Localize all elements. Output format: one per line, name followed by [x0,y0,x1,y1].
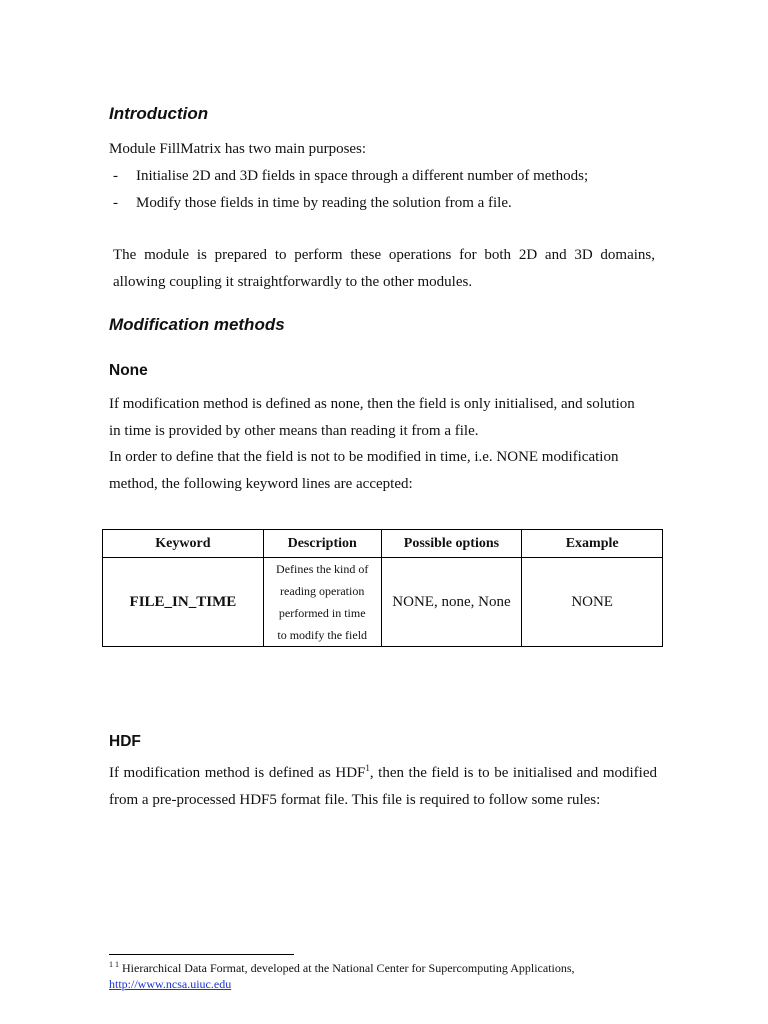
description-line: Defines the kind of [276,562,369,576]
intro-paragraph: The module is prepared to perform these operations for both 2D and 3D domains, allowing coupling it straightforwardly to the other modules. [113,247,655,290]
keyword-cell: FILE_IN_TIME [103,558,264,647]
footnote-text [109,961,575,976]
description-line: reading operation [280,584,365,598]
description-line: performed in time [278,606,366,620]
hdf-heading: HDF [109,733,141,750]
hdf-text: rules: [566,792,601,808]
none-paragraph-line: In order to define that the field is not to be modified in time, i.e. NONE modification [109,449,619,465]
hdf-paragraph [109,760,657,814]
none-paragraph-line: If modification method is defined as none, then the field is only initialised, and solution [109,396,635,412]
hdf-text: If modification method is defined as HDF [109,765,366,781]
none-paragraph-line: in time is provided by other means than reading it from a file. [109,423,479,439]
example-cell: NONE [522,558,663,647]
description-line: to modify the field [277,628,368,642]
intro-heading: Introduction [109,104,209,123]
table-header-cell: Keyword [103,530,264,558]
table-row [103,558,663,647]
bullet-marker: - [113,195,118,211]
keyword-table [102,529,663,647]
none-heading: None [109,362,148,379]
footnote-link-line [109,977,231,992]
none-paragraph-line: method, the following keyword lines are accepted: [109,476,413,492]
footnote-divider [109,954,294,955]
footnote-body: Hierarchical Data Format, developed at the National Center for Supercomputing Applications, [119,961,575,975]
bullet-item: Modify those fields in time by reading the solution from a file. [136,195,512,211]
table-header-cell: Description [263,530,381,558]
bullet-item: Initialise 2D and 3D fields in space through a different number of methods; [136,168,589,184]
hdf-text: modified from a pre-processed HDF5 format file. This file is required to follow some [109,765,657,808]
table-header-cell: Possible options [381,530,522,558]
hdf-text: , then the field is to be initialised and [369,765,599,781]
table-header-row [103,530,663,558]
table-header-cell: Example [522,530,663,558]
footnote-marker: 1 1 [109,960,119,969]
intro-lead: Module FillMatrix has two main purposes: [109,141,367,157]
description-cell [263,558,381,647]
footnote-link[interactable]: http://www.ncsa.uiuc.edu [109,977,232,991]
options-cell: NONE, none, None [381,558,522,647]
modification-heading: Modification methods [109,315,285,334]
bullet-marker: - [113,168,118,184]
footnote-reference: 1 [365,763,370,773]
